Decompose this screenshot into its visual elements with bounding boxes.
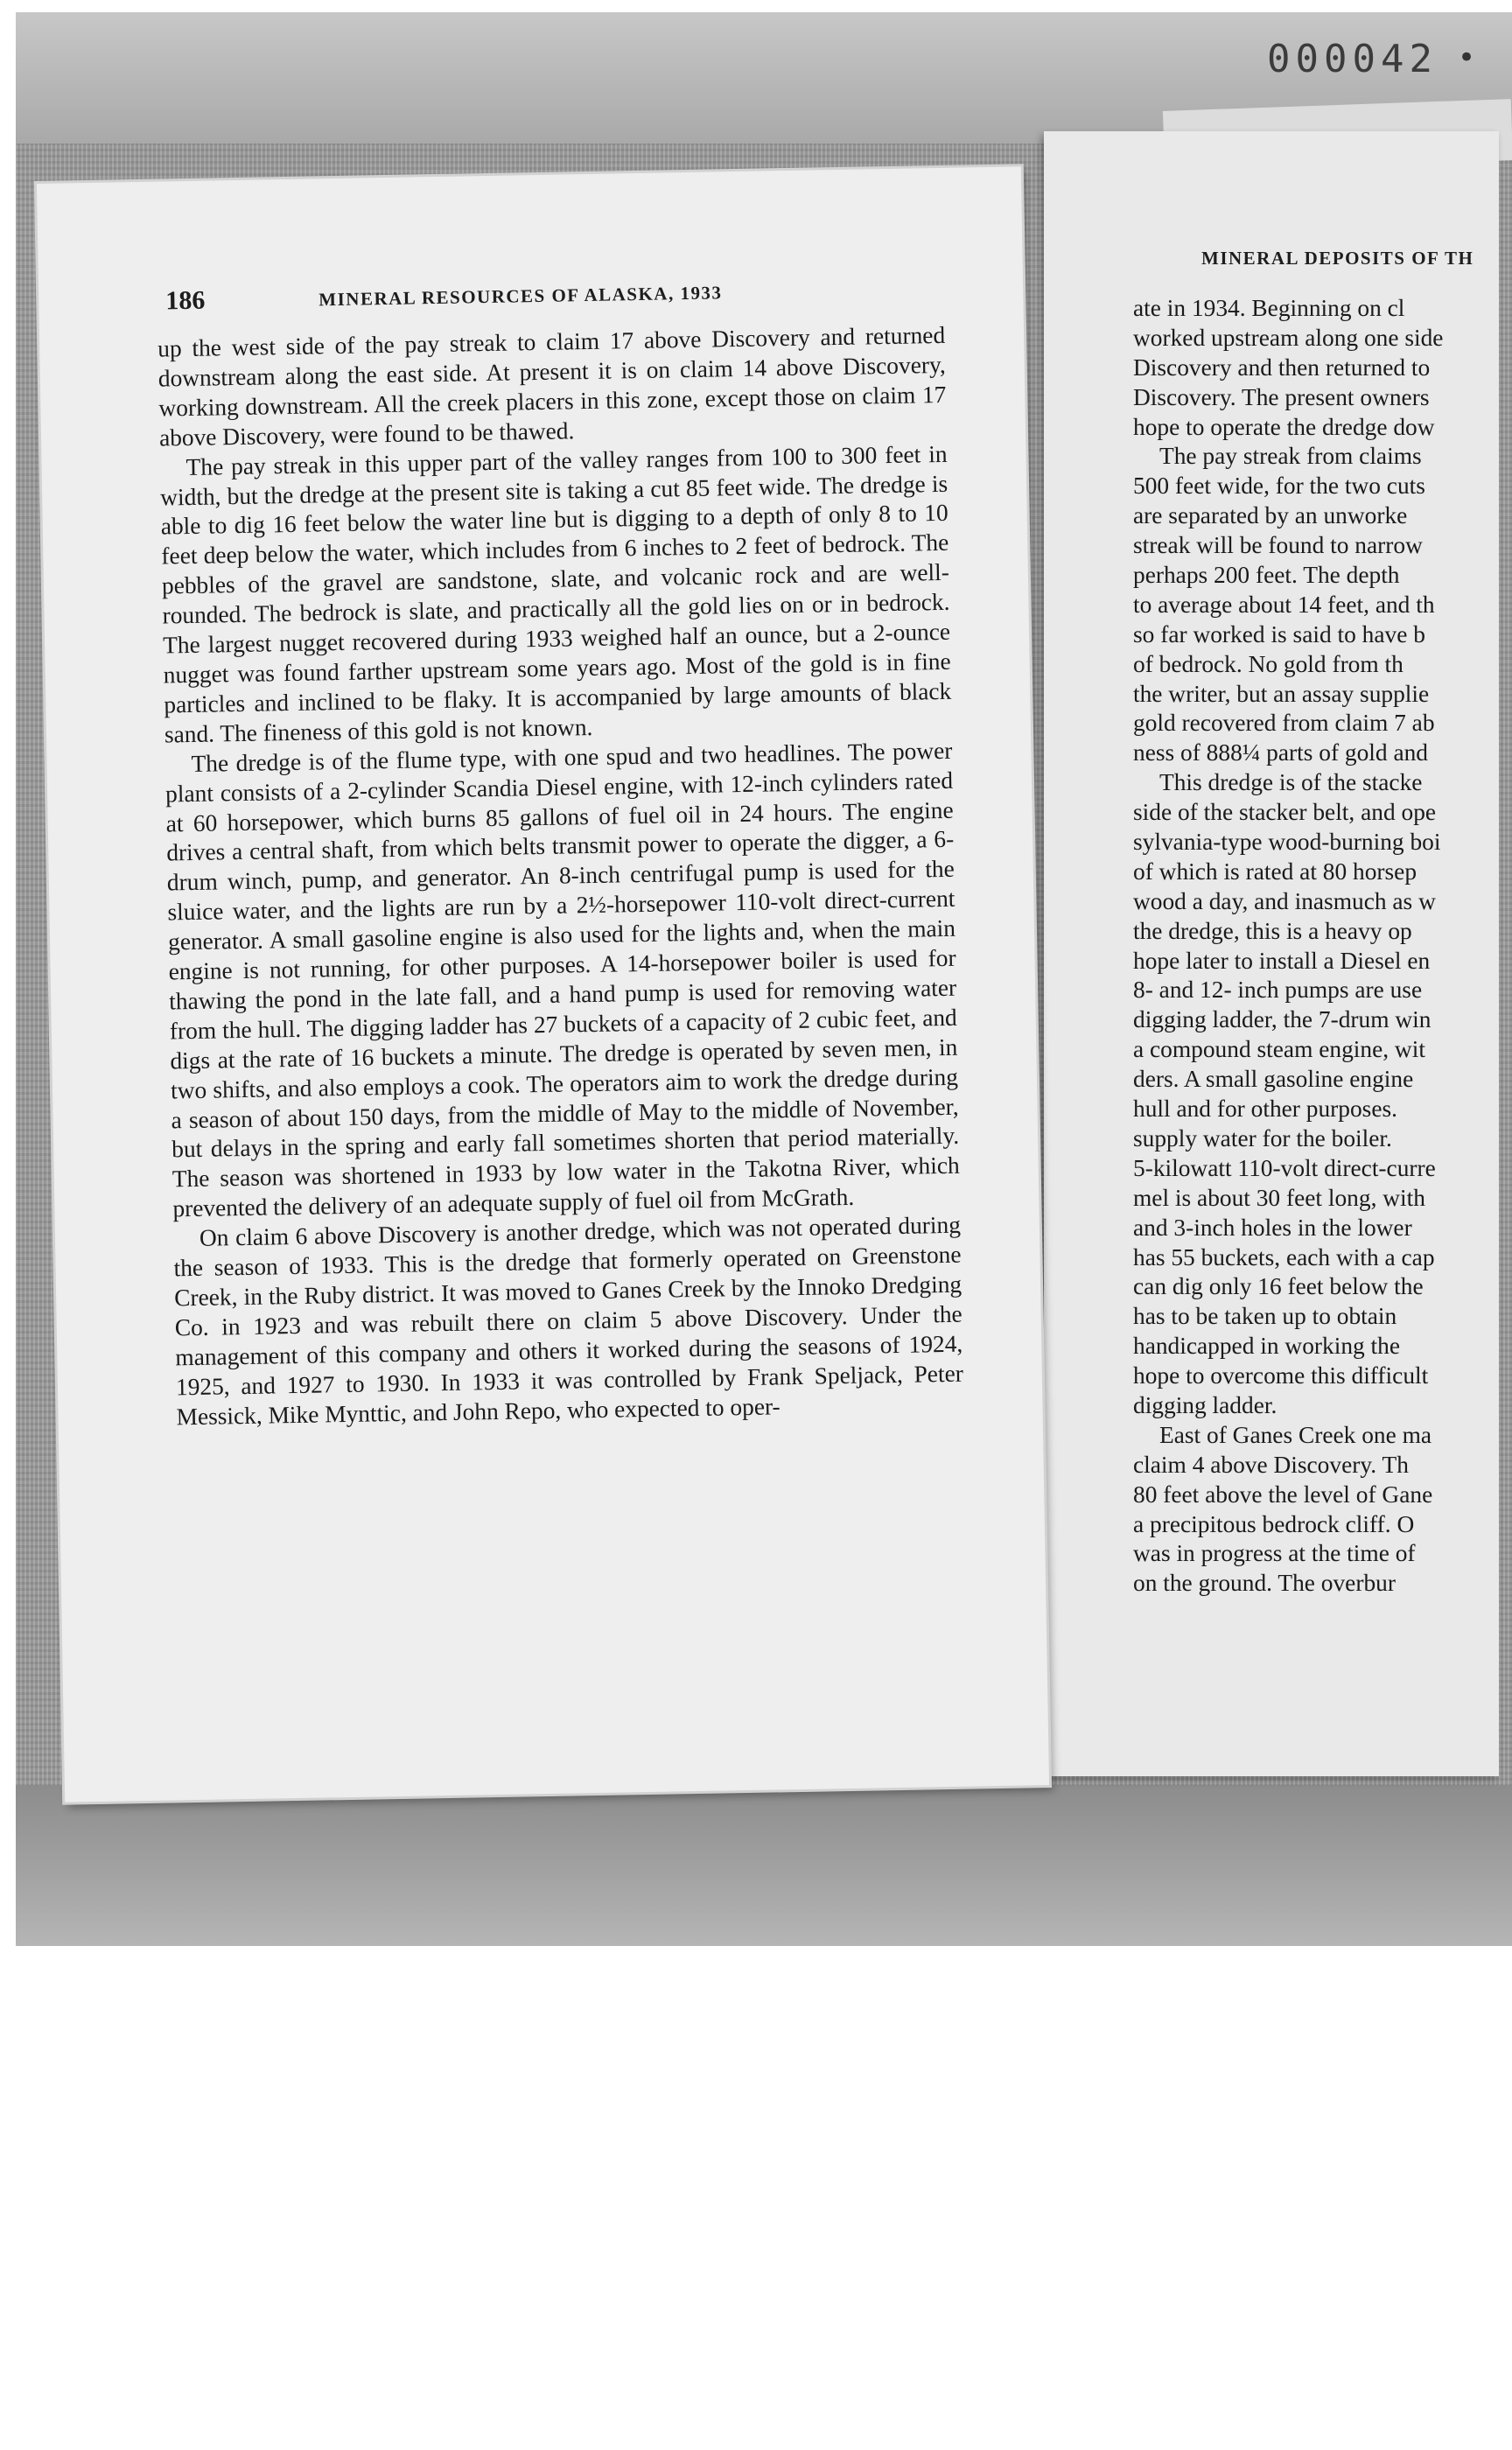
right-text-line: gold recovered from claim 7 ab	[1133, 710, 1435, 737]
right-text-line: mel is about 30 feet long, with	[1133, 1184, 1425, 1211]
right-text-line: handicapped in working the	[1133, 1333, 1401, 1360]
left-page	[37, 166, 1049, 1802]
right-text-line: of which is rated at 80 horsep	[1133, 858, 1418, 885]
right-text-line: hull and for other purposes.	[1133, 1096, 1397, 1123]
right-text-line: hope later to install a Diesel en	[1133, 947, 1431, 974]
right-text-line: ness of 888¼ parts of gold and	[1133, 739, 1429, 766]
left-page-header	[165, 273, 919, 321]
right-text-line: ders. A small gasoline engine	[1133, 1066, 1414, 1093]
right-page-body	[1133, 294, 1499, 1599]
right-text-line: supply water for the boiler.	[1133, 1124, 1392, 1152]
right-text-line: digging ladder, the 7-drum win	[1133, 1006, 1432, 1033]
right-text-line: This dredge is of the stacke	[1159, 769, 1423, 796]
right-text-line: to average about 14 feet, and th	[1133, 591, 1435, 618]
right-text-line: East of Ganes Creek one ma	[1159, 1421, 1432, 1448]
right-text-line: claim 4 above Discovery. Th	[1133, 1451, 1409, 1478]
document-stamp-number: 000042	[1267, 37, 1438, 81]
right-text-line: streak will be found to narrow	[1133, 532, 1423, 559]
right-text-line: are separated by an unworke	[1133, 502, 1408, 529]
right-page	[1044, 131, 1499, 1776]
right-text-line: Discovery. The present owners	[1133, 383, 1430, 410]
right-text-line: a compound steam engine, wit	[1133, 1036, 1425, 1063]
right-text-line: of bedrock. No gold from th	[1133, 650, 1404, 677]
right-text-line: worked upstream along one side	[1133, 324, 1444, 351]
left-running-head: MINERAL RESOURCES OF ALASKA, 1933	[318, 282, 723, 311]
right-text-line: sylvania-type wood-burning boi	[1133, 829, 1441, 856]
right-text-line: wood a day, and inasmuch as w	[1133, 887, 1436, 914]
right-text-line: 8- and 12- inch pumps are use	[1133, 976, 1423, 1004]
right-text-line: 5-kilowatt 110-volt direct-curre	[1133, 1154, 1436, 1181]
right-text-line: ate in 1934. Beginning on cl	[1133, 295, 1405, 321]
right-text-line: a precipitous bedrock cliff. O	[1133, 1510, 1415, 1537]
page-number: 186	[165, 285, 206, 316]
right-text-line: has to be taken up to obtain	[1133, 1303, 1397, 1330]
right-text-line: has 55 buckets, each with a cap	[1133, 1243, 1435, 1270]
right-text-line: hope to operate the dredge dow	[1133, 413, 1435, 440]
right-text-line: 80 feet above the level of Gane	[1133, 1480, 1433, 1508]
stamp-mark: •	[1458, 40, 1476, 75]
paragraph-2: The pay streak in this upper part of the valley ranges from 100 to 300 feet in width, but the dredge at the present site is taking a cut 85 feet wide. The dredge is able to dig 16 feet below the water line but is digging to a depth of only 8 to 10 feet deep below the water, which includes from 6 inches to 2 feet of bedrock. The pebbles of the gravel are sandstone, slate, and volcanic rock and are well-rounded. The bedrock is slate, and practically all the gold lies on or in bedrock. The largest nugget recovered during 1933 weighed half an ounce, but a 2-ounce nugget was found farther upstream some years ago. Most of the gold is in fine particles and inclined to be flaky. It is accompanied by large amounts of black sand. The fineness of this gold is not known.	[159, 440, 952, 748]
right-text-line: perhaps 200 feet. The depth	[1133, 562, 1400, 589]
scan-bottom-band	[16, 1785, 1512, 1946]
right-text-line: and 3-inch holes in the lower	[1133, 1214, 1412, 1241]
right-text-line: side of the stacker belt, and ope	[1133, 799, 1437, 826]
right-text-line: can dig only 16 feet below the	[1133, 1273, 1424, 1300]
right-text-line: Discovery and then returned to	[1133, 354, 1431, 381]
paragraph-3: The dredge is of the flume type, with one spud and two headlines. The power plant consists of a 2-cylinder Scandia Diesel engine, with 12-inch cylinders rated at 60 horsepower, which burns 85 gallons of fuel oil in 24 hours. The engine drives a central shaft, from which belts transmit power to operate the digger, a 6-drum winch, pump, and generator. An 8-inch centrifugal pump is used for the sluice water, and the lights are run by a 2½-horsepower 110-volt direct-current generator. A small gasoline engine is also used for the lights and, when the main engine is not running, for other purposes. A 14-horsepower boiler is used for thawing the pond in the late fall, and a hand pump is used for removing water from the hull. The digging ladder has 27 buckets of a capacity of 2 cubic feet, and digs at the rate of 16 buckets a minute. The dredge is operated by seven men, in two shifts, and also employs a cook. The operators aim to work the dredge during a season of about 150 days, from the middle of May to the middle of November, but delays in the spring and early fall sometimes shorten that period materially. The season was shortened in 1933 by low water in the Takotna River, which prevented the delivery of an adequate supply of fuel oil from McGrath.	[164, 737, 960, 1222]
right-running-head: MINERAL DEPOSITS OF TH	[1201, 248, 1474, 269]
left-page-body	[158, 321, 964, 1432]
right-text-line: digging ladder.	[1133, 1391, 1278, 1418]
right-text-line: the dredge, this is a heavy op	[1133, 917, 1412, 944]
right-text-line: the writer, but an assay supplie	[1133, 680, 1430, 707]
paragraph-4: On claim 6 above Discovery is another dredge, which was not operated during the season of 1933. This is the dredge that formerly operated on Greenstone Creek, in the Ruby district. It was moved to Ganes Creek by the Innoko Dredging Co. in 1923 and was rebuilt there on claim 5 above Discovery. Under the management of this company and others it worked during the seasons of 1924, 1925, and 1927 to 1930. In 1933 it was controlled by Frank Speljack, Peter Messick, Mike Mynttic, and John Repo, who expected to oper-	[173, 1211, 964, 1431]
right-text-line: hope to overcome this difficult	[1133, 1362, 1429, 1390]
right-text-line: so far worked is said to have b	[1133, 620, 1425, 648]
right-text-line: 500 feet wide, for the two cuts	[1133, 472, 1425, 500]
right-text-line: on the ground. The overbur	[1133, 1570, 1396, 1597]
paragraph-1: up the west side of the pay streak to claim 17 above Discovery and returned downstream along the east side. At present it is on claim 14 above Discovery, working downstream. All the creek placers in this zone, except those on claim 17 above Discovery, were found to be thawed.	[157, 321, 947, 452]
right-text-line: was in progress at the time of	[1133, 1540, 1416, 1567]
right-text-line: The pay streak from claims	[1159, 443, 1422, 470]
